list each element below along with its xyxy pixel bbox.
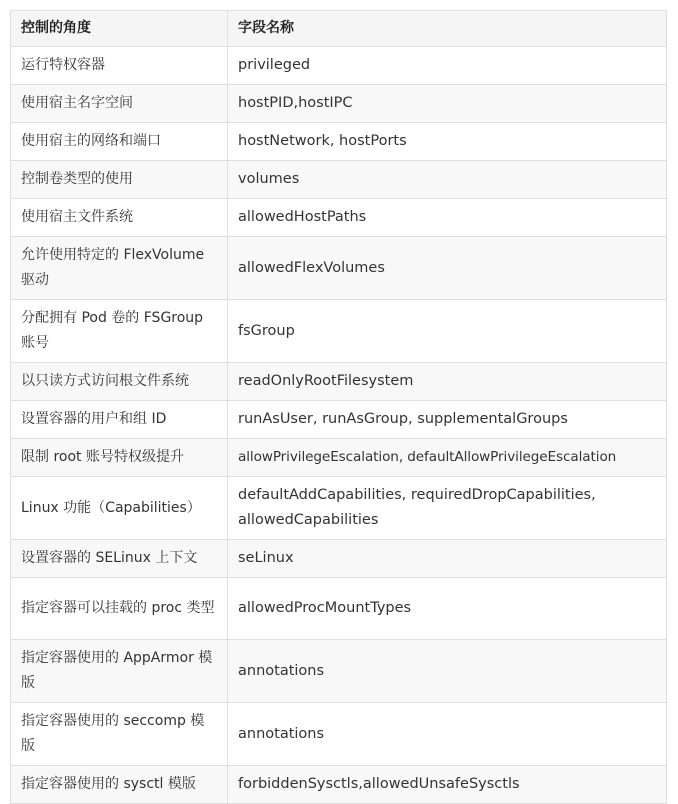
row-field-cell: hostNetwork, hostPorts xyxy=(228,123,667,161)
row-control-cell: 运行特权容器 xyxy=(11,47,228,85)
row-field-cell: fsGroup xyxy=(228,300,667,363)
row-control-cell: 以只读方式访问根文件系统 xyxy=(11,363,228,401)
row-control-cell: 控制卷类型的使用 xyxy=(11,161,228,199)
table-row xyxy=(11,47,667,85)
row-field-cell: seLinux xyxy=(228,540,667,578)
table-row xyxy=(11,540,667,578)
row-field-cell: runAsUser, runAsGroup, supplementalGroups xyxy=(228,401,667,439)
row-control-cell: Linux 功能（Capabilities） xyxy=(11,477,228,540)
row-field-cell: annotations xyxy=(228,703,667,766)
row-control-cell: 指定容器使用的 sysctl 模版 xyxy=(11,766,228,804)
table-row xyxy=(11,578,667,640)
table-row xyxy=(11,401,667,439)
table-row xyxy=(11,123,667,161)
table-row xyxy=(11,439,667,477)
row-control-cell: 分配拥有 Pod 卷的 FSGroup 账号 xyxy=(11,300,228,363)
row-field-cell: allowedFlexVolumes xyxy=(228,237,667,300)
row-field-cell: allowPrivilegeEscalation, defaultAllowPrivilegeEscalation xyxy=(228,439,667,477)
table-row xyxy=(11,640,667,703)
table-row xyxy=(11,85,667,123)
row-field-cell: privileged xyxy=(228,47,667,85)
table-row xyxy=(11,199,667,237)
header-control-angle: 控制的角度 xyxy=(11,11,228,47)
row-field-cell: volumes xyxy=(228,161,667,199)
row-field-cell: allowedHostPaths xyxy=(228,199,667,237)
row-control-cell: 指定容器使用的 seccomp 模版 xyxy=(11,703,228,766)
row-field-cell: allowedProcMountTypes xyxy=(228,578,667,640)
row-field-cell: annotations xyxy=(228,640,667,703)
table-row xyxy=(11,300,667,363)
row-control-cell: 指定容器可以挂载的 proc 类型 xyxy=(11,578,228,640)
row-field-cell: defaultAddCapabilities, requiredDropCapabilities, allowedCapabilities xyxy=(228,477,667,540)
row-control-cell: 指定容器使用的 AppArmor 模版 xyxy=(11,640,228,703)
table-header-row xyxy=(11,11,667,47)
row-control-cell: 允许使用特定的 FlexVolume 驱动 xyxy=(11,237,228,300)
row-control-cell: 限制 root 账号特权级提升 xyxy=(11,439,228,477)
row-field-cell: forbiddenSysctls,allowedUnsafeSysctls xyxy=(228,766,667,804)
row-control-cell: 设置容器的 SELinux 上下文 xyxy=(11,540,228,578)
header-field-name: 字段名称 xyxy=(228,11,667,47)
table-row xyxy=(11,477,667,540)
row-control-cell: 使用宿主文件系统 xyxy=(11,199,228,237)
row-field-cell: readOnlyRootFilesystem xyxy=(228,363,667,401)
row-control-cell: 使用宿主的网络和端口 xyxy=(11,123,228,161)
table-row xyxy=(11,766,667,804)
policy-fields-table xyxy=(10,10,667,804)
row-control-cell: 设置容器的用户和组 ID xyxy=(11,401,228,439)
policy-table-container xyxy=(10,10,666,804)
row-field-cell: hostPID,hostIPC xyxy=(228,85,667,123)
table-row xyxy=(11,237,667,300)
table-row xyxy=(11,363,667,401)
row-control-cell: 使用宿主名字空间 xyxy=(11,85,228,123)
table-row xyxy=(11,703,667,766)
table-row xyxy=(11,161,667,199)
